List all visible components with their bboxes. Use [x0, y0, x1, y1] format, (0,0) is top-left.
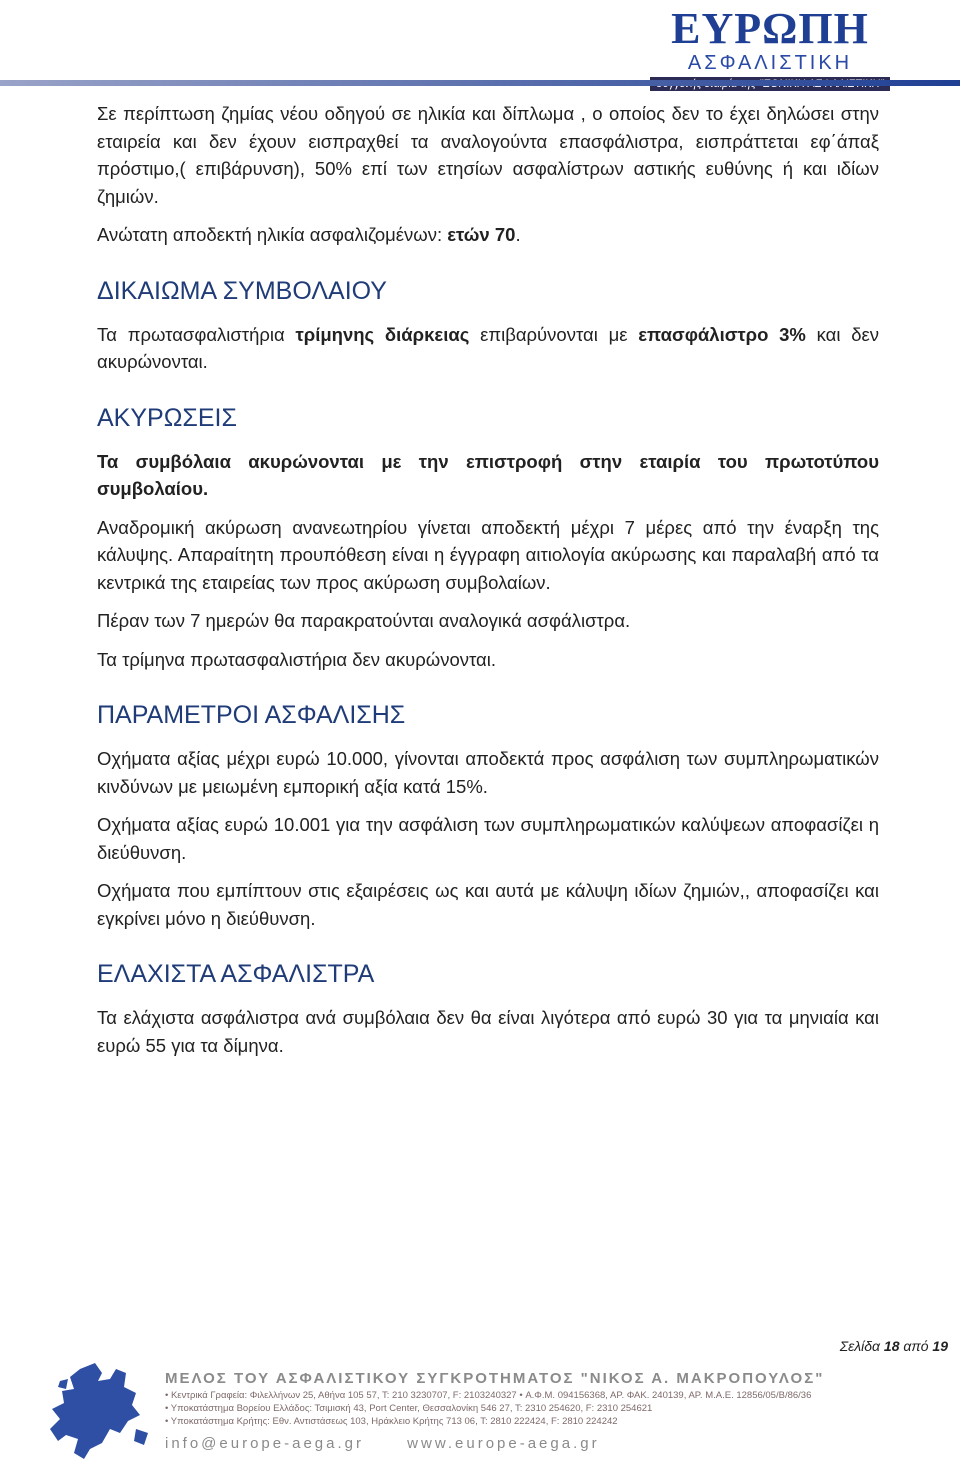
logo-sub-text: ΑΣΦΑΛΙΣΤΙΚΗ	[687, 52, 853, 74]
minimum-premiums-paragraph: Τα ελάχιστα ασφάλιστρα ανά συμβόλαια δεν θα είναι λιγότερα από ευρώ 30 για τα μηνιαία και ευρώ 55 για τα δίμηνα.	[97, 1007, 879, 1056]
max-age-paragraph	[97, 221, 879, 249]
max-age-value: ετών 70	[447, 224, 516, 245]
parameters-paragraph-1: Οχήματα αξίας μέχρι ευρώ 10.000, γίνονται αποδεκτά προς ασφάλιση των συμπληρωματικών κινδύνων με μειωμένη εμπορική αξία κατά 15%.	[97, 748, 879, 797]
right-t1: Τα πρωτασφαλιστήρια	[97, 323, 296, 345]
page-footer	[0, 1355, 960, 1470]
page-label-mid: από	[899, 1338, 933, 1354]
page-label-pre: Σελίδα	[839, 1338, 884, 1354]
cancellation-paragraph-2: Αναδρομική ακύρωση ανανεωτηρίου γίνεται αποδεκτή μέχρι 7 μέρες από την έναρξη της κάλυψης. Απαραίτητη προυπόθεση είναι η έγγραφη αιτιολογία ακύρωσης και παραλαβή από τα κεντρικά της εταιρείας των προς ακύρωση συμβολαίων.	[97, 516, 879, 593]
footer-email[interactable]: info@europe-aega.gr	[165, 1435, 364, 1452]
right-b1: τρίμηνης διάρκειας	[295, 323, 470, 345]
footer-contacts	[165, 1434, 955, 1454]
right-t2: επιβαρύνονται με	[469, 323, 639, 345]
max-age-end: .	[515, 224, 521, 245]
heading-cancellations: ΑΚΥΡΩΣΕΙΣ	[97, 403, 237, 432]
footer-info	[165, 1369, 955, 1454]
logo-main-text: ΕΥΡΩΠΗ	[671, 4, 869, 53]
document-body	[97, 100, 879, 1070]
footer-title: ΜΕΛΟΣ ΤΟΥ ΑΣΦΑΛΙΣΤΙΚΟΥ ΣΥΓΚΡΟΤΗΜΑΤΟΣ "ΝΙΚΟΣ Α. ΜΑΚΡΟΠΟΥΛΟΣ"	[165, 1370, 825, 1387]
contract-right-paragraph	[97, 321, 879, 376]
right-b2: επασφάλιστρο 3%	[638, 323, 806, 345]
heading-contract-right: ΔΙΚΑΙΩΜΑ ΣΥΜΒΟΛΑΙΟΥ	[97, 276, 387, 305]
footer-website[interactable]: www.europe-aega.gr	[407, 1435, 600, 1452]
cancellation-paragraph-1: Τα συμβόλαια ακυρώνονται με την επιστροφή στην εταιρία του πρωτοτύπου συμβολαίου.	[97, 450, 879, 499]
cancellation-paragraph-3: Πέραν των 7 ημερών θα παρακρατούνται αναλογικά ασφάλιστρα.	[97, 610, 631, 631]
footer-line-2: • Υποκατάστημα Βορείου Ελλάδος: Τσιμισκή 43, Port Center, Θεσσαλονίκη 546 27, Τ: 2310 254620, F: 2310 254621	[165, 1403, 653, 1414]
max-age-text: Ανώτατη αποδεκτή ηλικία ασφαλιζομένων:	[97, 224, 448, 245]
cancellation-paragraph-4: Τα τρίμηνα πρωτασφαλιστήρια δεν ακυρώνονται.	[97, 648, 496, 670]
footer-line-1: • Κεντρικά Γραφεία: Φιλελλήνων 25, Αθήνα 105 57, Τ: 210 3230707, F: 2103240327 • Α.Φ.Μ. 094156368, ΑΡ. ΦΑΚ. 240139, ΑΡ. Μ.Α.Ε. 12856/05/Β/86/36	[165, 1390, 812, 1401]
footer-line-3: • Υποκατάστημα Κρήτης: Εθν. Αντιστάσεως 103, Ηράκλειο Κρήτης 713 06, Τ: 2810 222424, F: 2810 224242	[165, 1416, 618, 1427]
parameters-paragraph-2: Οχήματα αξίας ευρώ 10.001 για την ασφάλιση των συμπληρωματικών καλύψεων αποφασίζει η διεύθυνση.	[97, 814, 879, 863]
page-total: 19	[932, 1338, 948, 1354]
header-divider	[0, 80, 960, 86]
heading-parameters: ΠΑΡΑΜΕΤΡΟΙ ΑΣΦΑΛΙΣΗΣ	[97, 701, 406, 729]
parameters-paragraph-3: Οχήματα που εμπίπτουν στις εξαιρέσεις ως και αυτά με κάλυψη ιδίων ζημιών,, αποφασίζει και εγκρίνει μόνο η διεύθυνση.	[97, 880, 879, 929]
page-number	[840, 1338, 948, 1354]
intro-paragraph: Σε περίπτωση ζημίας νέου οδηγού σε ηλικία και δίπλωμα , ο οποίος δεν το έχει δηλώσει στην εταιρεία και δεν έχουν εισπραχθεί τα αναλογούντα επασφάλιστρα, εισπράττεται εφ΄άπαξ πρόστιμο,( επιβάρυνση), 50% επί των ετησίων ασφαλίστρων αστικής ευθύνης ή και ιδίων ζημιών.	[97, 103, 879, 207]
right-t3: και δεν ακυρώνονται.	[97, 323, 879, 372]
heading-minimum-premiums: ΕΛΑΧΙΣΤΑ ΑΣΦΑΛΙΣΤΡΑ	[97, 960, 375, 988]
europe-map-icon	[40, 1359, 160, 1467]
page-current: 18	[883, 1338, 900, 1354]
